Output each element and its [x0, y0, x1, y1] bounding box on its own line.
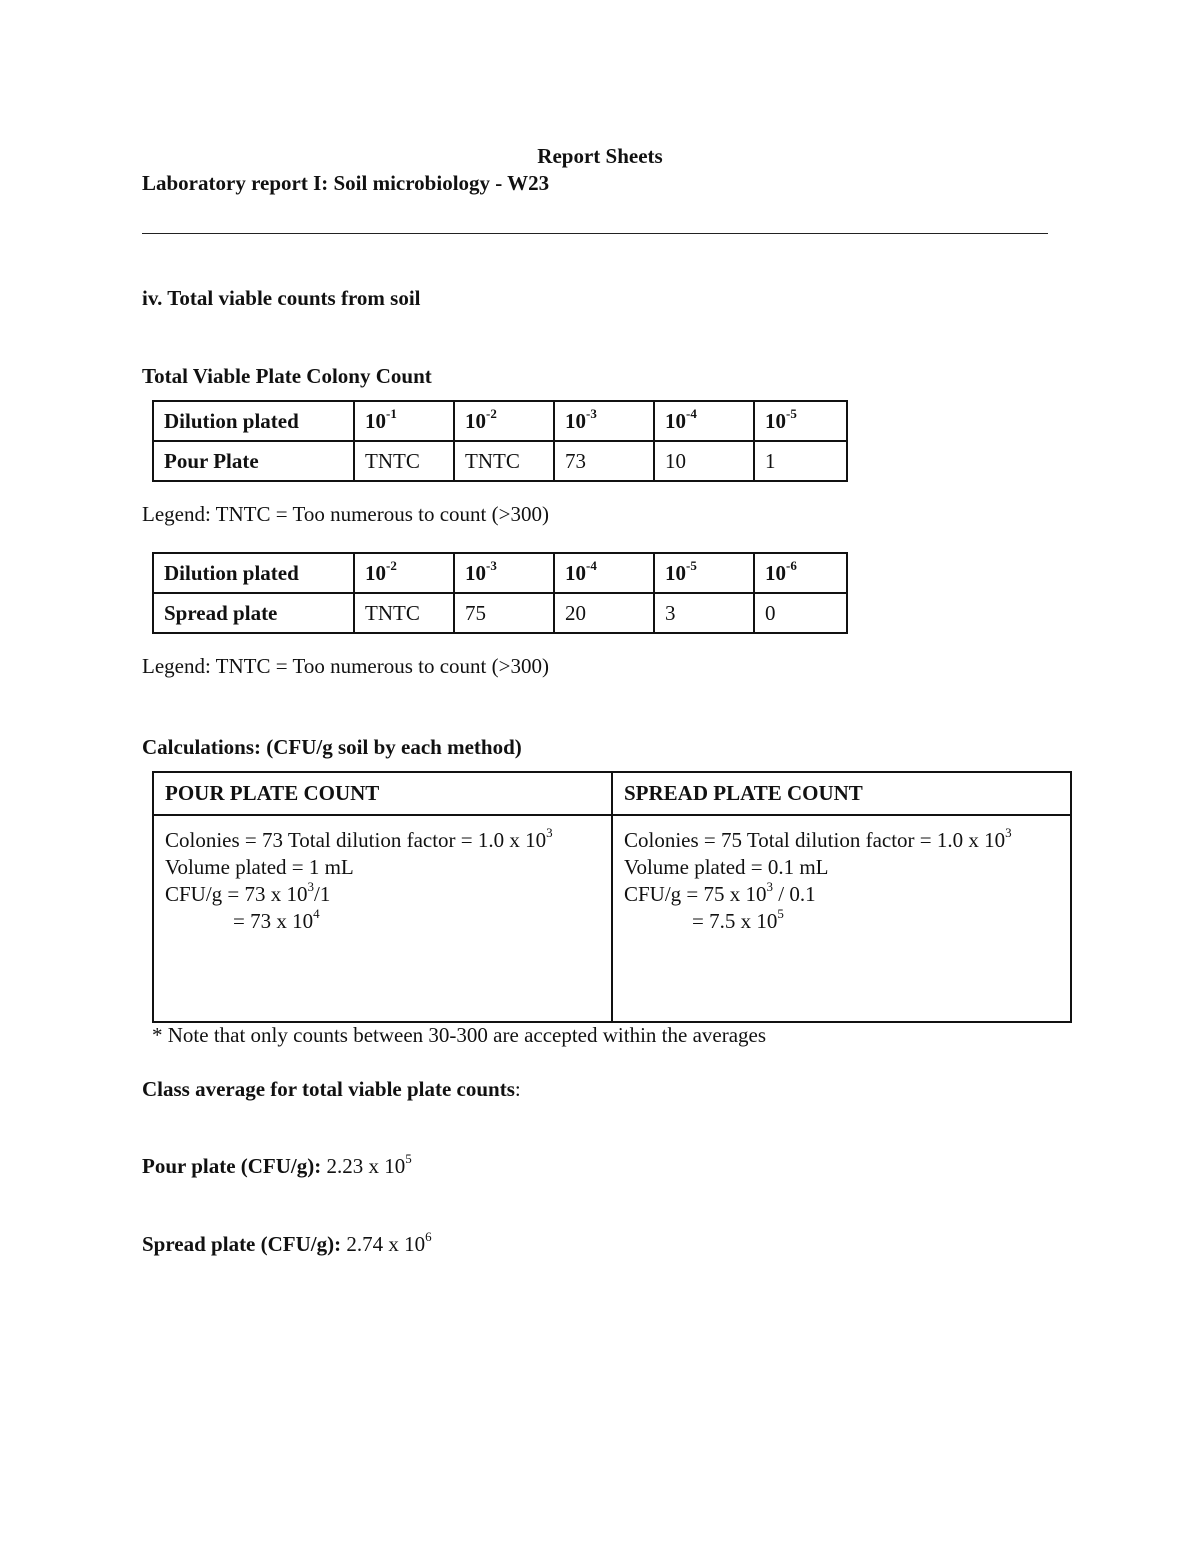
dilution-cell: $10^{-4}$ [554, 553, 654, 593]
table-row [153, 593, 847, 633]
table-row [153, 553, 847, 593]
calc-line: CFU/g = 75 x $10^3 / 0.1$ [624, 879, 816, 906]
count-cell: 1 [754, 441, 847, 481]
calc-line: Volume plated = 1 mL [165, 855, 354, 879]
table-row [153, 815, 1071, 1022]
dilution-cell: $10^{-3}$ [454, 553, 554, 593]
pour-plate-average: Pour plate (CFU/g): 2.23 x $10^5$ [142, 1151, 412, 1178]
pour-calculation [153, 815, 612, 1022]
section-heading: iv. Total viable counts from soil [142, 286, 421, 310]
table-row [153, 401, 847, 441]
table-row [153, 441, 847, 481]
row-label: Spread plate [153, 593, 354, 633]
dilution-cell: $10^{-4}$ [654, 401, 754, 441]
horizontal-rule [142, 233, 1048, 234]
count-cell: 75 [454, 593, 554, 633]
count-cell: TNTC [354, 441, 454, 481]
dilution-header: Dilution plated [153, 401, 354, 441]
dilution-cell: $10^{-5}$ [654, 553, 754, 593]
calc-line: = 73 x $10^4$ [233, 906, 320, 933]
report-subtitle: Laboratory report I: Soil microbiology - W23 [142, 171, 550, 195]
dilution-cell: $10^{-6}$ [754, 553, 847, 593]
spread-legend: Legend: TNTC = Too numerous to count (>300) [142, 654, 549, 678]
count-cell: 10 [654, 441, 754, 481]
count-cell: 73 [554, 441, 654, 481]
spread-plate-table [152, 552, 848, 634]
dilution-cell: $10^{-2}$ [454, 401, 554, 441]
calculations-table [152, 771, 1072, 1023]
page-title: Report Sheets [537, 144, 663, 168]
spread-calculation [612, 815, 1071, 1022]
class-average-heading: Class average for total viable plate counts: [142, 1077, 521, 1101]
count-cell: 20 [554, 593, 654, 633]
calc-line: Colonies = 75 Total dilution factor = 1.0 x $10^3$ [624, 825, 1012, 852]
dilution-header: Dilution plated [153, 553, 354, 593]
spread-count-header: SPREAD PLATE COUNT [612, 772, 1071, 815]
dilution-cell: $10^{-5}$ [754, 401, 847, 441]
table-row [153, 772, 1071, 815]
count-cell: 3 [654, 593, 754, 633]
calculations-heading: Calculations: (CFU/g soil by each method) [142, 735, 522, 759]
pour-count-header: POUR PLATE COUNT [153, 772, 612, 815]
dilution-cell: $10^{-1}$ [354, 401, 454, 441]
spread-plate-average: Spread plate (CFU/g): 2.74 x $10^6$ [142, 1229, 432, 1256]
count-cell: 0 [754, 593, 847, 633]
count-cell: TNTC [354, 593, 454, 633]
pour-plate-table [152, 400, 848, 482]
count-cell: TNTC [454, 441, 554, 481]
calc-line: Colonies = 73 Total dilution factor = 1.0 x $10^3$ [165, 825, 553, 852]
dilution-cell: $10^{-3}$ [554, 401, 654, 441]
calc-line: CFU/g = 73 x $10^3/1$ [165, 879, 331, 906]
dilution-cell: $10^{-2}$ [354, 553, 454, 593]
pour-legend: Legend: TNTC = Too numerous to count (>300) [142, 502, 549, 526]
calc-line: = 7.5 x $10^5$ [692, 906, 784, 933]
calc-line: Volume plated = 0.1 mL [624, 855, 829, 879]
row-label: Pour Plate [153, 441, 354, 481]
note-text: * Note that only counts between 30-300 are accepted within the averages [152, 1023, 767, 1047]
table-title: Total Viable Plate Colony Count [142, 364, 432, 388]
